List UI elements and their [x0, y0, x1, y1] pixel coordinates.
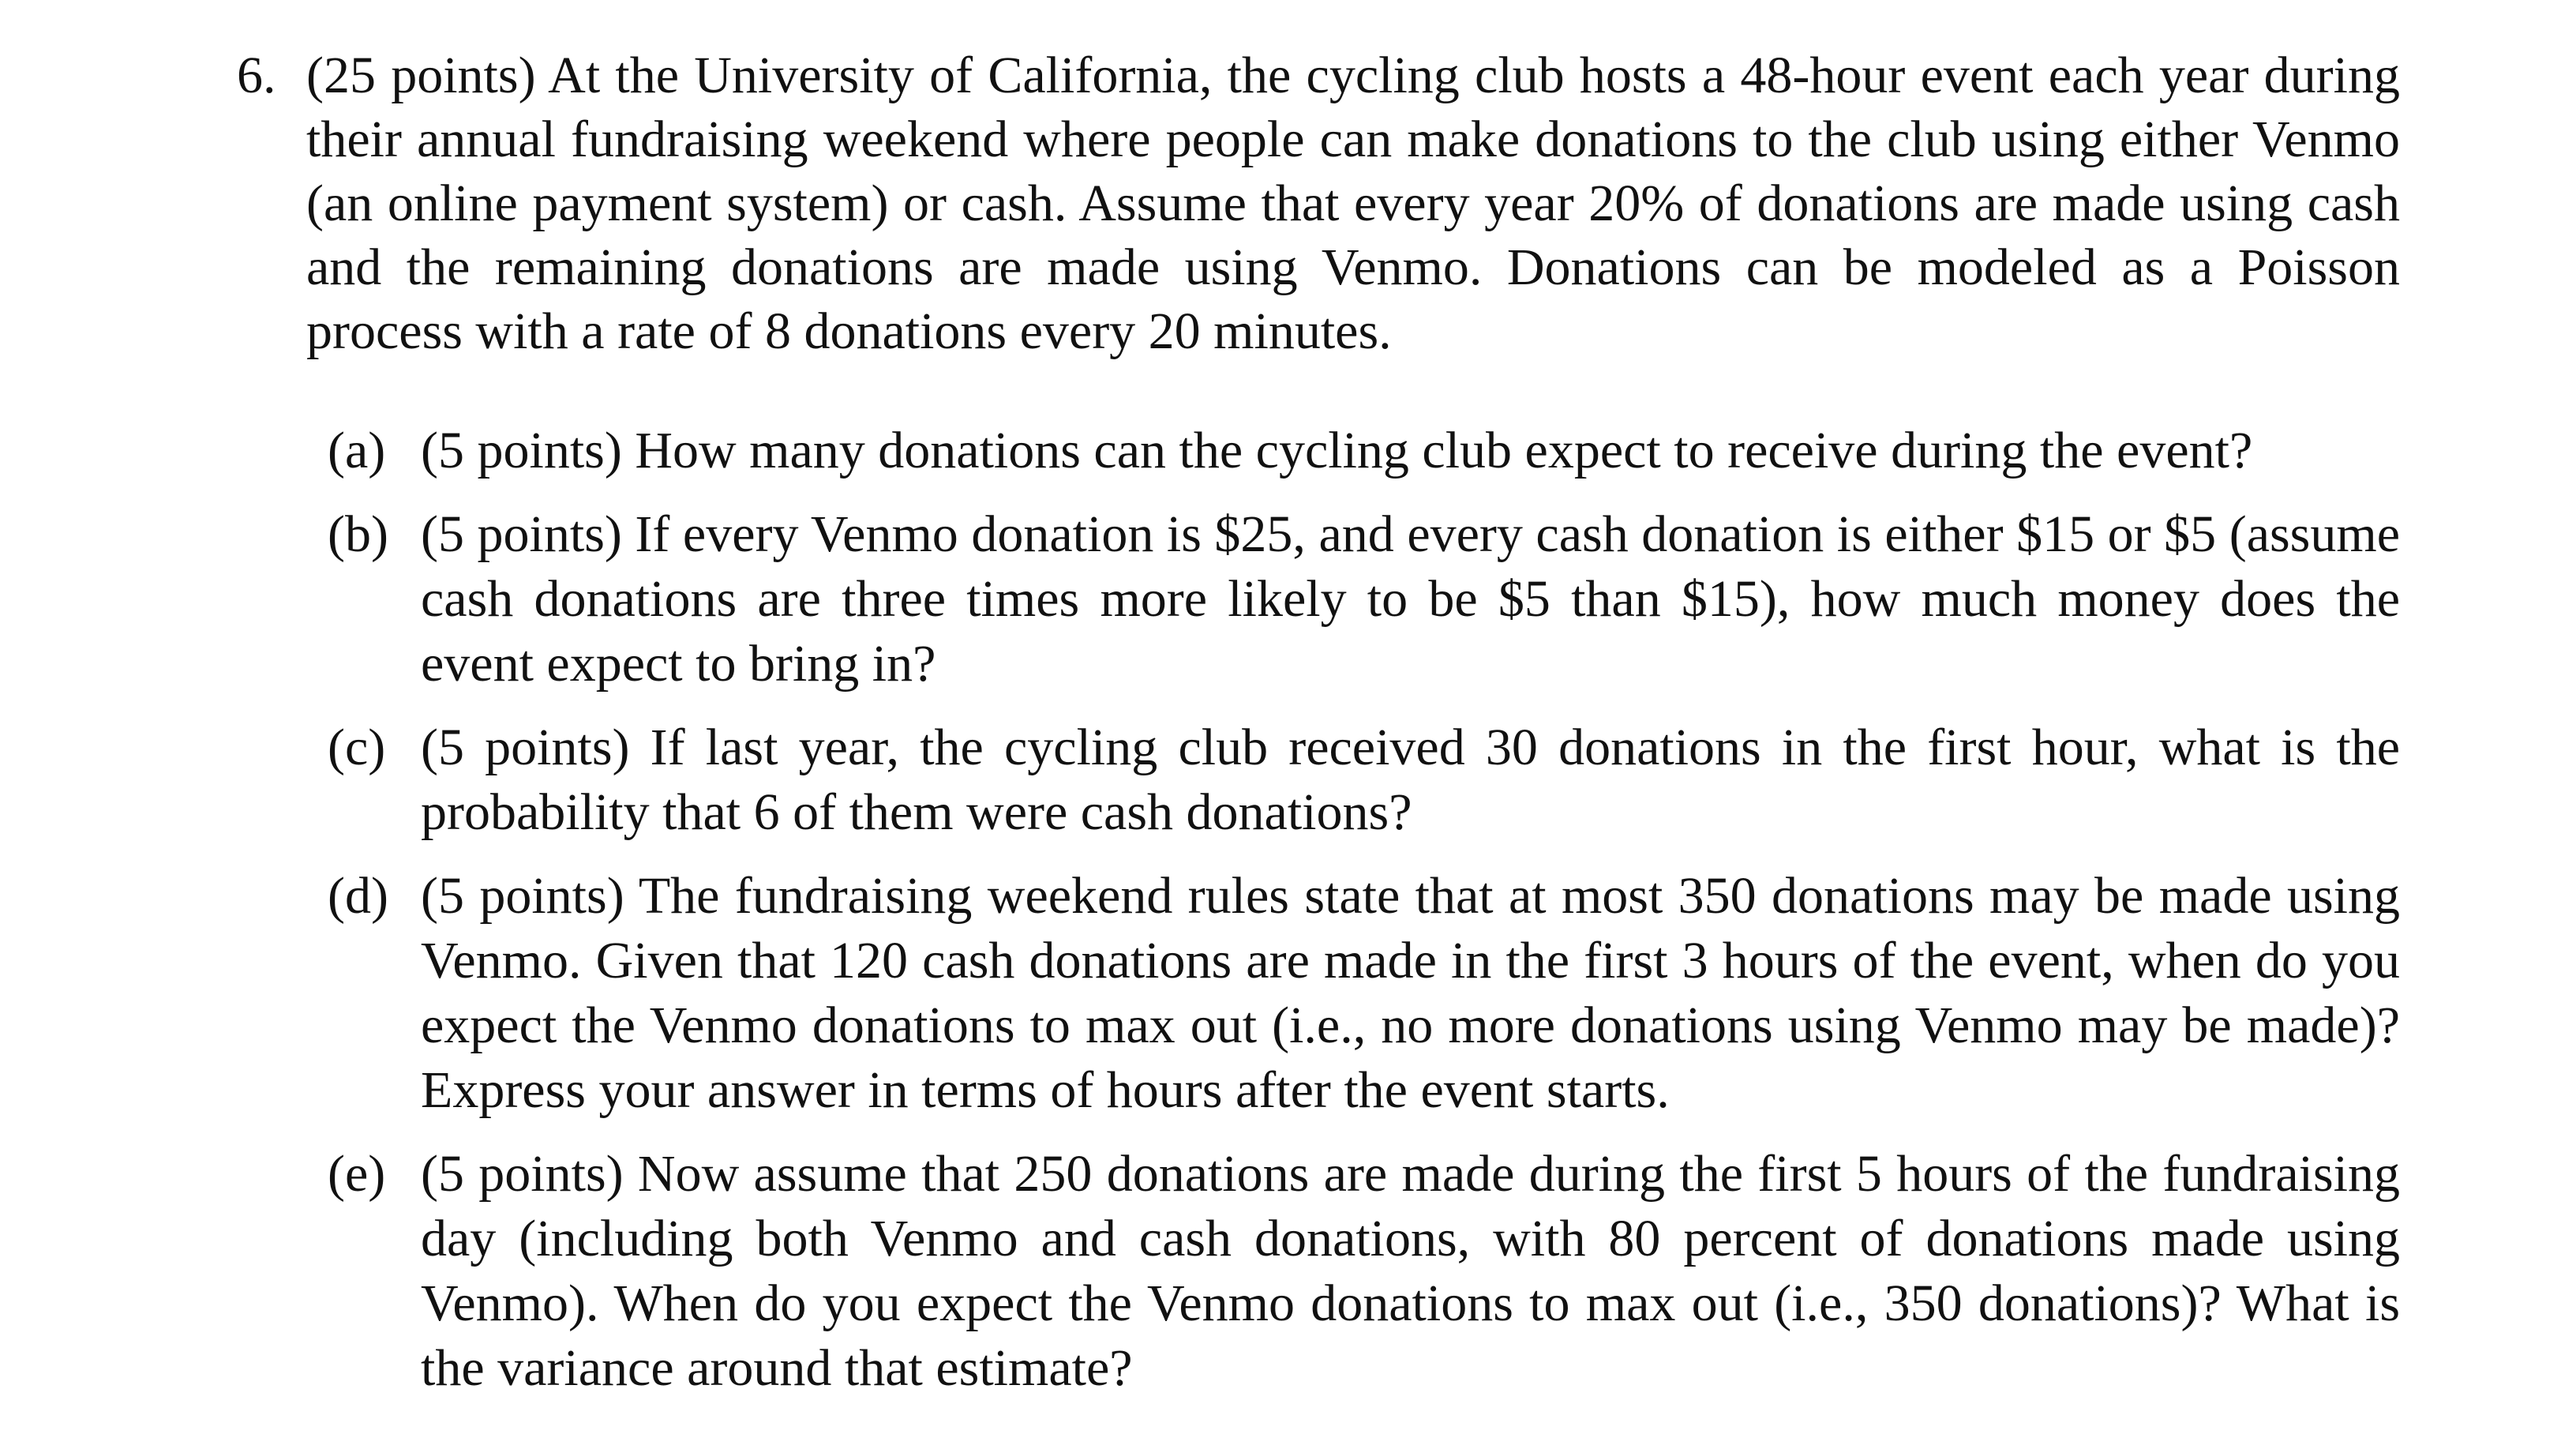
part-label: (c) — [328, 719, 386, 776]
part-e — [328, 1142, 2400, 1401]
part-a — [328, 419, 2400, 483]
part-label: (d) — [328, 867, 388, 925]
part-text: (5 points) If last year, the cycling club received 30 donations in the first hour, what is the probability that 6 of them were cash donations? — [421, 719, 2400, 841]
part-text: (5 points) If every Venmo donation is $25, and every cash donation is either $15 or $5 (assume cash donations are three times more likely to be $5 than $15), how much money does the event expect to bring in? — [421, 505, 2400, 693]
part-text: (5 points) How many donations can the cycling club expect to receive during the event? — [421, 422, 2253, 479]
problem-header — [237, 43, 2400, 363]
part-label: (b) — [328, 505, 388, 563]
part-text: (5 points) Now assume that 250 donations are made during the first 5 hours of the fundraising day (including both Venmo and cash donations, with 80 percent of donations made using Venmo). When do you expect the Venmo donations to max out (i.e., 350 donations)? What is the variance around that estimate? — [421, 1145, 2400, 1397]
problem-intro: (25 points) At the University of California, the cycling club hosts a 48-hour event each year during their annual fundraising weekend where people can make donations to the club using either Venmo (an online payment system) or cash. Assume that every year 20% of donations are made using cash and the remaining donations are made using Venmo. Donations can be modeled as a Poisson process with a rate of 8 donations every 20 minutes. — [306, 47, 2400, 360]
part-text: (5 points) The fundraising weekend rules state that at most 350 donations may be made using Venmo. Given that 120 cash donations are made in the first 3 hours of the event, when do you expect the Venmo donations to max out (i.e., no more donations using Venmo may be made)? Express your answer in terms of hours after the event starts. — [421, 867, 2400, 1119]
problem-number: 6. — [237, 47, 276, 104]
part-d — [328, 864, 2400, 1123]
part-b — [328, 502, 2400, 696]
part-c — [328, 715, 2400, 845]
part-label: (e) — [328, 1145, 386, 1203]
problem-parts — [328, 419, 2400, 1420]
part-label: (a) — [328, 422, 386, 479]
problem-6 — [237, 43, 2400, 363]
